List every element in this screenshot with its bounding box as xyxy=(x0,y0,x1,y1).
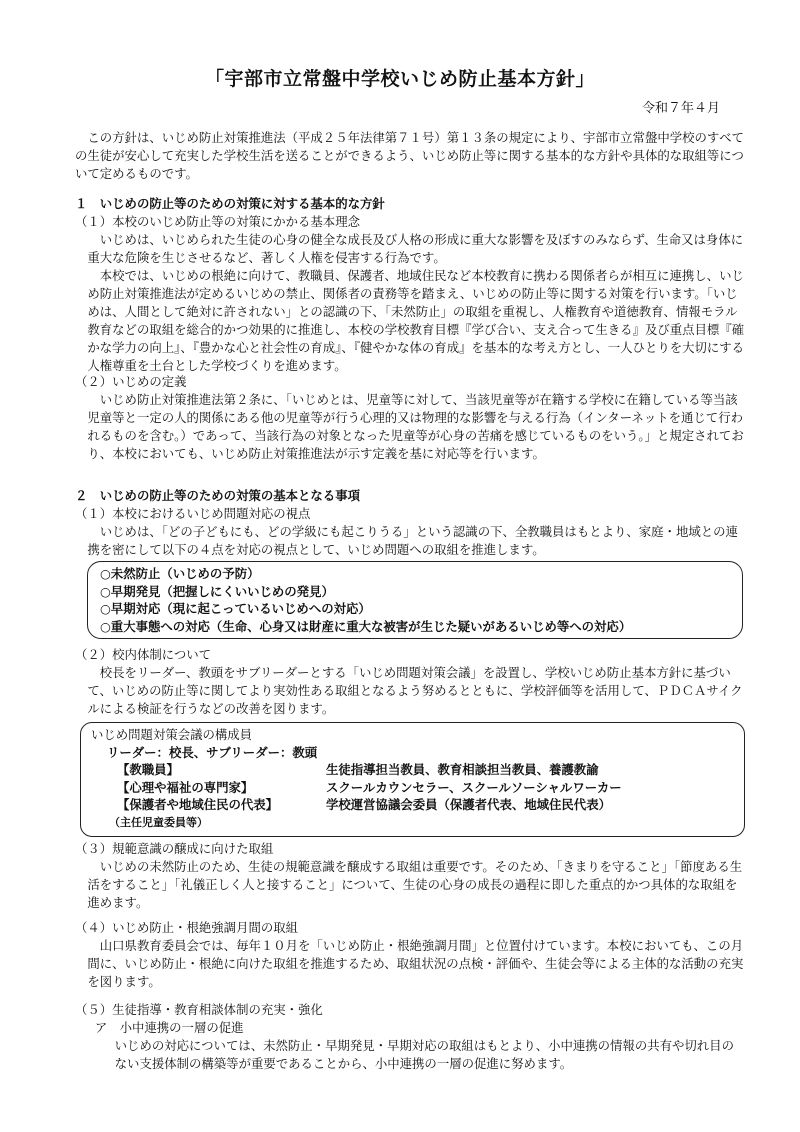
section-1-2-p1: いじめ防止対策推進法第２条に、「いじめとは、児童等に対して、当該児童等が在籍する学校に在籍している等当該児童等と一定の人的関係にある他の児童等が行う心理的又は物理的な影響を与える行為（インターネットを通じて行われるものを含む。）であって、当該行為の対象となった児童等が心身の苦痛を感じているものをいう。」と規定されており、本校においても、いじめ防止対策推進法が示す定義を基に対応等を行います。 xyxy=(87,392,744,461)
intro-paragraph: この方針は、いじめ防止対策推進法（平成２５年法律第７１号）第１３条の規定により、宇部市立常盤中学校のすべての生徒が安心して充実した学校生活を送ることができるよう、いじめ防止等に関する基本的な方針や具体的な取組等について定めるものです。 xyxy=(75,130,744,181)
section-2-5-heading: （５）生徒指導・教育相談体制の充実・強化 xyxy=(75,1002,323,1017)
section-2 xyxy=(75,487,745,559)
section-2-4-heading: （４）いじめ防止・根絶強調月間の取組 xyxy=(75,920,299,935)
committee-role: 【教職員】 xyxy=(117,762,179,777)
committee-leader: リーダー：校長、サブリーダー：教頭 xyxy=(107,744,318,760)
committee-members: スクールカウンセラー、スクールソーシャルワーカー xyxy=(326,779,622,795)
section-2-4 xyxy=(75,919,745,991)
section-2-5-p1: いじめの対応については、未然防止・早期発見・早期対応の取組はもとより、小中連携の情報の共有や切れ目のない支援体制の構築等が重要であることから、小中連携の一層の促進に努めます。 xyxy=(114,1038,734,1071)
committee-members-box xyxy=(80,722,745,837)
committee-members: 生徒指導担当教員、教育相談担当教員、養護教諭 xyxy=(326,762,599,777)
section-1-1-heading: （１）本校のいじめ防止等の対策にかかる基本理念 xyxy=(75,214,360,229)
section-1-2 xyxy=(75,373,745,463)
section-1 xyxy=(75,195,745,375)
point-item: ○重大事態への対応（生命、心身又は財産に重大な被害が生じた疑いがあるいじめ等への対応） xyxy=(100,618,632,634)
section-2-4-p1: 山口県教育委員会では、毎年１０月を「いじめ防止・根絶強調月間」と位置付けています。本校においても、この月間に、いじめ防止・根絶に向けた取組を推進するため、取組状況の点検・評価や、生徒会等による主体的な活動の充実を図ります。 xyxy=(87,938,744,989)
section-2-5-item-a: ア 小中連携の一層の促進 xyxy=(94,1020,244,1035)
section-2-3-p1: いじめの未然防止のため、生徒の規範意識を醸成する取組は重要です。そのため、「きまりを守ること」「節度ある生活をすること」「礼儀正しく人と接すること」について、生徒の心身の成長の過程に即した重点的かつ具体的な取組を進めます。 xyxy=(87,859,743,910)
committee-row xyxy=(91,779,744,797)
point-item: ○早期対応（現に起こっているいじめへの対応） xyxy=(100,601,371,616)
committee-note: （主任児童委員等） xyxy=(109,815,208,829)
committee-members: 学校運営協議会委員（保護者代表、地域住民代表） xyxy=(326,797,611,812)
committee-title: いじめ問題対策会議の構成員 xyxy=(91,727,253,742)
section-1-heading: １ いじめの防止等のための対策に対する基本的な方針 xyxy=(75,196,385,211)
section-2-heading: ２ いじめの防止等のための対策の基本となる事項 xyxy=(75,488,360,503)
section-2-3-heading: （３）規範意識の醸成に向けた取組 xyxy=(75,841,274,856)
section-2-5 xyxy=(75,1001,745,1073)
point-item: ○未然防止（いじめの予防） xyxy=(100,566,260,581)
committee-role: 【心理や福祉の専門家】 xyxy=(117,779,254,795)
section-2-2-p1: 校長をリーダー、教頭をサブリーダーとする「いじめ問題対策会議」を設置し、学校いじめ防止基本方針に基づいて、いじめの防止等に関してより実効性ある取組となるよう努めるとともに、学校評価等を活用して、ＰＤＣＡサイクルによる検証を行うなどの改善を図ります。 xyxy=(87,665,743,716)
response-points-box xyxy=(87,561,743,639)
section-2-2-heading: （２）校内体制について xyxy=(75,647,212,662)
section-2-1-heading: （１）本校におけるいじめ問題対応の視点 xyxy=(75,506,311,521)
committee-row xyxy=(91,796,744,814)
committee-row xyxy=(91,761,744,779)
point-item: ○早期発見（把握しにくいいじめの発見） xyxy=(100,583,334,599)
page-title: 「宇部市立常盤中学校いじめ防止基本方針」 xyxy=(204,68,595,90)
section-2-2 xyxy=(75,646,745,718)
section-2-3 xyxy=(75,840,745,912)
section-1-2-heading: （２）いじめの定義 xyxy=(75,374,187,389)
section-2-1-p1: いじめは、「どの子どもにも、どの学級にも起こりうる」という認識の下、全教職員はもとより、家庭・地域との連携を密にして以下の４点を対応の視点として、いじめ問題への取組を推進します。 xyxy=(87,524,738,557)
committee-role: 【保護者や地域住民の代表】 xyxy=(117,797,279,812)
issue-date: 令和７年４月 xyxy=(641,101,720,116)
section-1-1-p1: いじめは、いじめられた生徒の心身の健全な成長及び人格の形成に重大な影響を及ぼすのみならず、生命又は身体に重大な危険を生じさせるなど、著しく人権を侵害する行為です。 xyxy=(87,232,744,265)
section-1-1-p2: 本校では、いじめの根絶に向けて、教職員、保護者、地域住民など本校教育に携わる関係者らが相互に連携し、いじめ防止対策推進法が定めるいじめの禁止、関係者の責務等を踏まえ、いじめの防止等に関する対策を行います。「いじめは、人間として絶対に許されない」との認識の下、「未然防止」の取組を重視し、人権教育や道徳教育、情報モラル教育などの取組を総合的かつ効果的に推進し、本校の学校教育目標『学び合い、支え合って生きる』及び重点目標『確かな学力の向上』、『豊かな心と社会性の育成』、『健やかな体の育成』を基本的な考え方とし、一人ひとりを大切にする人権尊重を土台とした学校づくりを進めます。 xyxy=(87,268,745,373)
